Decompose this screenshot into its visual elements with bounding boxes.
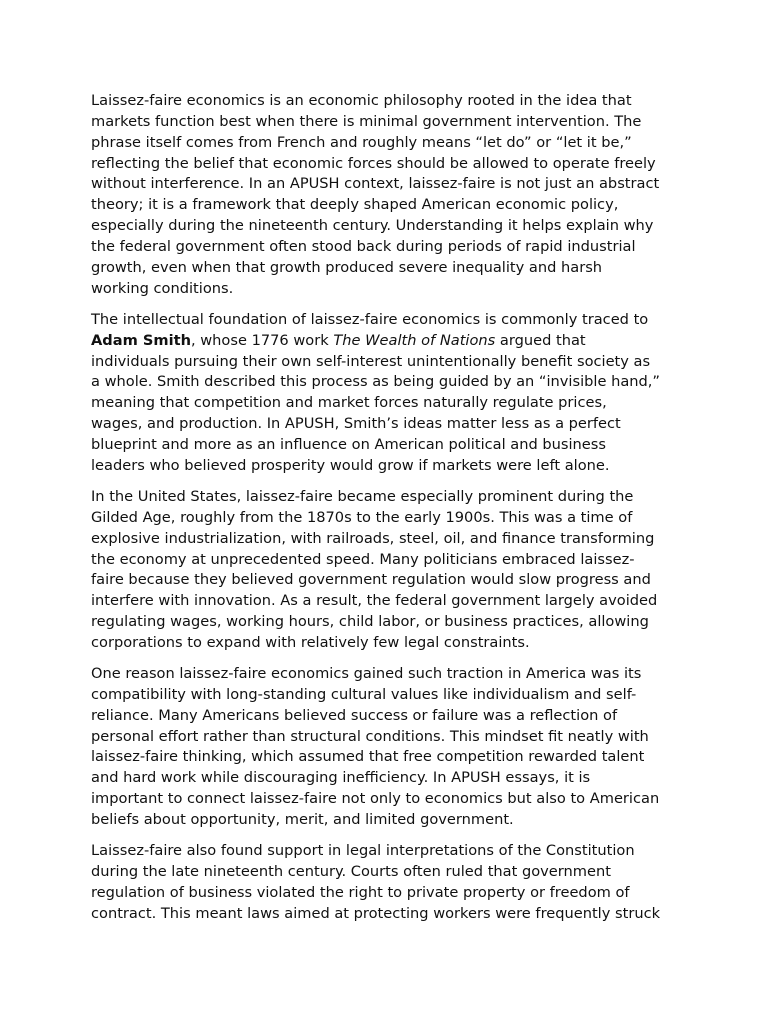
text-line: reflecting the belief that economic forces should be allowed to operate freely (91, 154, 656, 172)
text-line: the federal government often stood back during periods of rapid industrial (91, 237, 636, 255)
text-line: beliefs about opportunity, merit, and limited government. (91, 811, 514, 829)
text-line: individuals pursuing their own self-interest unintentionally benefit society as (91, 352, 651, 370)
text-line: faire because they believed government regulation would slow progress and (91, 571, 651, 589)
text-line: during the late nineteenth century. Courts often ruled that government (91, 863, 611, 881)
text-line: blueprint and more as an influence on American political and business (91, 435, 606, 453)
text-run: argued that (495, 331, 586, 349)
text-line: important to connect laissez-faire not only to economics but also to American (91, 790, 660, 808)
text-line: Laissez-faire also found support in legal interpretations of the Constitution (91, 842, 635, 860)
text-line: interfere with innovation. As a result, the federal government largely avoided (91, 592, 658, 610)
paragraph-cultural-values (91, 664, 687, 831)
text-line: explosive industrialization, with railroads, steel, oil, and finance transforming (91, 529, 655, 547)
text-line: Laissez-faire economics is an economic philosophy rooted in the idea that (91, 92, 632, 109)
paragraph-adam-smith (91, 310, 687, 477)
text-line: One reason laissez-faire economics gained such traction in America was its (91, 665, 642, 683)
text-line: reliance. Many Americans believed success or failure was a reflection of (91, 706, 618, 724)
text-line: leaders who believed prosperity would grow if markets were left alone. (91, 456, 610, 474)
paragraph-intro (91, 91, 687, 299)
text-line: a whole. Smith described this process as being guided by an “invisible hand,” (91, 373, 660, 391)
paragraph-gilded-age (91, 487, 687, 654)
text-line: Gilded Age, roughly from the 1870s to the early 1900s. This was a time of (91, 508, 633, 526)
text-line: The intellectual foundation of laissez-faire economics is commonly traced to (91, 310, 649, 328)
text-line: contract. This meant laws aimed at protecting workers were frequently struck (91, 904, 661, 922)
text-line: corporations to expand with relatively few legal constraints. (91, 633, 530, 651)
paragraph-legal-interpretations (91, 841, 687, 924)
italic-title: The Wealth of Nations (333, 331, 496, 349)
text-run: , whose 1776 work (190, 331, 334, 349)
text-line: markets function best when there is minimal government intervention. The (91, 112, 642, 130)
text-line: the economy at unprecedented speed. Many politicians embraced laissez- (91, 550, 635, 568)
text-line: phrase itself comes from French and roughly means “let do” or “let it be,” (91, 133, 632, 151)
text-line: growth, even when that growth produced severe inequality and harsh (91, 258, 603, 276)
text-line: without interference. In an APUSH context, laissez-faire is not just an abstract (91, 175, 660, 193)
document-page (91, 91, 687, 935)
bold-name: Adam Smith (91, 331, 191, 349)
text-line: regulating wages, working hours, child labor, or business practices, allowing (91, 613, 649, 631)
text-line-mixed (91, 331, 687, 352)
text-line: compatibility with long-standing cultural values like individualism and self- (91, 685, 637, 703)
text-line: meaning that competition and market forces naturally regulate prices, (91, 394, 607, 412)
text-line: and hard work while discouraging inefficiency. In APUSH essays, it is (91, 769, 591, 787)
text-line: In the United States, laissez-faire became especially prominent during the (91, 487, 634, 505)
text-line: especially during the nineteenth century. Understanding it helps explain why (91, 217, 654, 235)
text-line: laissez-faire thinking, which assumed that free competition rewarded talent (91, 748, 645, 766)
text-line: regulation of business violated the right to private property or freedom of (91, 883, 630, 901)
text-line: working conditions. (91, 279, 234, 297)
text-line: theory; it is a framework that deeply shaped American economic policy, (91, 196, 619, 214)
text-line: personal effort rather than structural conditions. This mindset fit neatly with (91, 727, 649, 745)
text-line: wages, and production. In APUSH, Smith’s ideas matter less as a perfect (91, 415, 621, 433)
